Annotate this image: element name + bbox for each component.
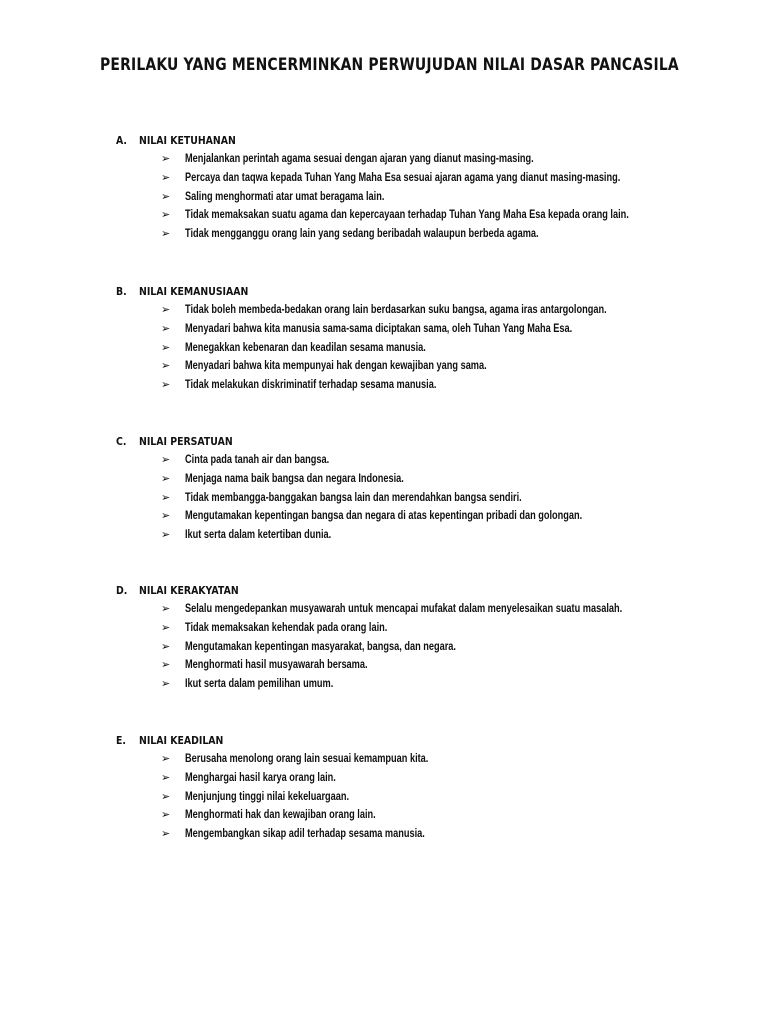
- list-item-text: Percaya dan taqwa kepada Tuhan Yang Maha Esa sesuai ajaran agama yang dianut masing-masing.: [185, 171, 621, 184]
- arrow-bullet-icon: ➢: [161, 340, 171, 354]
- bullet-list: [0, 451, 768, 545]
- list-item: [0, 656, 768, 675]
- list-item-text: Tidak boleh membeda-bedakan orang lain berdasarkan suku bangsa, agama iras antargolongan.: [185, 304, 607, 316]
- bullet-list: [0, 600, 768, 694]
- arrow-bullet-icon: ➢: [161, 752, 171, 765]
- bullet-list: [0, 750, 768, 844]
- list-item-text: Ikut serta dalam ketertiban dunia.: [185, 529, 332, 541]
- list-item-text: Saling menghormati atar umat beragama lain.: [185, 190, 385, 203]
- list-item: [0, 169, 768, 188]
- arrow-bullet-icon: ➢: [161, 509, 171, 523]
- list-item: [0, 357, 768, 376]
- list-item: [0, 225, 768, 244]
- arrow-bullet-icon: ➢: [161, 789, 171, 803]
- section-letter: E.: [116, 734, 126, 747]
- arrow-bullet-icon: ➢: [161, 658, 171, 672]
- list-item: [0, 600, 768, 619]
- list-item: [0, 376, 768, 395]
- arrow-bullet-icon: ➢: [161, 378, 171, 391]
- section-letter: C.: [116, 435, 127, 448]
- section-title: NILAI KERAKYATAN: [139, 584, 239, 597]
- list-item-text: Ikut serta dalam pemilihan umum.: [185, 678, 334, 690]
- page-title: PERILAKU YANG MENCERMINKAN PERWUJUDAN NILAI DASAR PANCASILA: [100, 55, 679, 75]
- section-letter: A.: [116, 134, 127, 147]
- bullet-list: [0, 150, 768, 244]
- section-title: NILAI KEADILAN: [139, 734, 224, 747]
- list-item: [0, 301, 768, 320]
- list-item-text: Selalu mengedepankan musyawarah untuk mencapai mufakat dalam menyelesaikan suatu masalah.: [185, 603, 623, 615]
- arrow-bullet-icon: ➢: [161, 490, 171, 504]
- list-item-text: Tidak membangga-banggakan bangsa lain dan merendahkan bangsa sendiri.: [185, 491, 522, 504]
- section-letter: B.: [116, 285, 127, 298]
- arrow-bullet-icon: ➢: [161, 639, 171, 653]
- section-title: NILAI KETUHANAN: [139, 134, 236, 147]
- list-item: [0, 750, 768, 769]
- arrow-bullet-icon: ➢: [161, 602, 171, 615]
- arrow-bullet-icon: ➢: [161, 808, 171, 822]
- arrow-bullet-icon: ➢: [161, 170, 171, 184]
- arrow-bullet-icon: ➢: [161, 321, 171, 335]
- list-item-text: Menjaga nama baik bangsa dan negara Indonesia.: [185, 472, 404, 485]
- section-title: NILAI PERSATUAN: [139, 435, 233, 448]
- arrow-bullet-icon: ➢: [161, 359, 171, 373]
- list-item-text: Mengutamakan kepentingan masyarakat, bangsa, dan negara.: [185, 640, 456, 653]
- list-item: [0, 489, 768, 508]
- arrow-bullet-icon: ➢: [161, 528, 171, 541]
- list-item: [0, 788, 768, 807]
- arrow-bullet-icon: ➢: [161, 189, 171, 203]
- list-item: [0, 339, 768, 358]
- list-item: [0, 470, 768, 489]
- arrow-bullet-icon: ➢: [161, 227, 171, 240]
- list-item-text: Tidak mengganggu orang lain yang sedang beribadah walaupun berbeda agama.: [185, 228, 539, 240]
- list-item: [0, 769, 768, 788]
- list-item-text: Menghormati hasil musyawarah bersama.: [185, 659, 368, 672]
- list-item-text: Mengutamakan kepentingan bangsa dan negara di atas kepentingan pribadi dan golongan.: [185, 510, 583, 523]
- list-item: [0, 507, 768, 526]
- list-item: [0, 638, 768, 657]
- list-item-text: Menyadari bahwa kita manusia sama-sama diciptakan sama, oleh Tuhan Yang Maha Esa.: [185, 322, 573, 335]
- arrow-bullet-icon: ➢: [161, 152, 171, 165]
- list-item-text: Menghormati hak dan kewajiban orang lain.: [185, 809, 376, 822]
- arrow-bullet-icon: ➢: [161, 471, 171, 485]
- list-item: [0, 825, 768, 844]
- arrow-bullet-icon: ➢: [161, 303, 171, 316]
- list-item-text: Menjalankan perintah agama sesuai dengan ajaran yang dianut masing-masing.: [185, 153, 534, 165]
- list-item-text: Menjunjung tinggi nilai kekeluargaan.: [185, 790, 350, 803]
- list-item: [0, 619, 768, 638]
- arrow-bullet-icon: ➢: [161, 208, 171, 222]
- list-item: [0, 451, 768, 470]
- list-item-text: Tidak memaksakan suatu agama dan kepercayaan terhadap Tuhan Yang Maha Esa kepada orang lain.: [185, 209, 629, 222]
- section-title: NILAI KEMANUSIAAN: [139, 285, 249, 298]
- arrow-bullet-icon: ➢: [161, 827, 171, 840]
- list-item: [0, 806, 768, 825]
- list-item: [0, 675, 768, 694]
- list-item-text: Berusaha menolong orang lain sesuai kemampuan kita.: [185, 753, 429, 765]
- list-item: [0, 320, 768, 339]
- arrow-bullet-icon: ➢: [161, 453, 171, 466]
- arrow-bullet-icon: ➢: [161, 620, 171, 634]
- section-letter: D.: [116, 584, 128, 597]
- list-item-text: Tidak memaksakan kehendak pada orang lain.: [185, 621, 388, 634]
- list-item: [0, 188, 768, 207]
- arrow-bullet-icon: ➢: [161, 770, 171, 784]
- arrow-bullet-icon: ➢: [161, 677, 171, 690]
- list-item-text: Menghargai hasil karya orang lain.: [185, 771, 336, 784]
- list-item-text: Mengembangkan sikap adil terhadap sesama manusia.: [185, 828, 425, 840]
- bullet-list: [0, 301, 768, 395]
- list-item-text: Menyadari bahwa kita mempunyai hak dengan kewajiban yang sama.: [185, 360, 487, 373]
- list-item: [0, 150, 768, 169]
- list-item-text: Menegakkan kebenaran dan keadilan sesama manusia.: [185, 341, 426, 354]
- list-item: [0, 206, 768, 225]
- list-item: [0, 526, 768, 545]
- list-item-text: Cinta pada tanah air dan bangsa.: [185, 454, 330, 466]
- list-item-text: Tidak melakukan diskriminatif terhadap sesama manusia.: [185, 379, 437, 391]
